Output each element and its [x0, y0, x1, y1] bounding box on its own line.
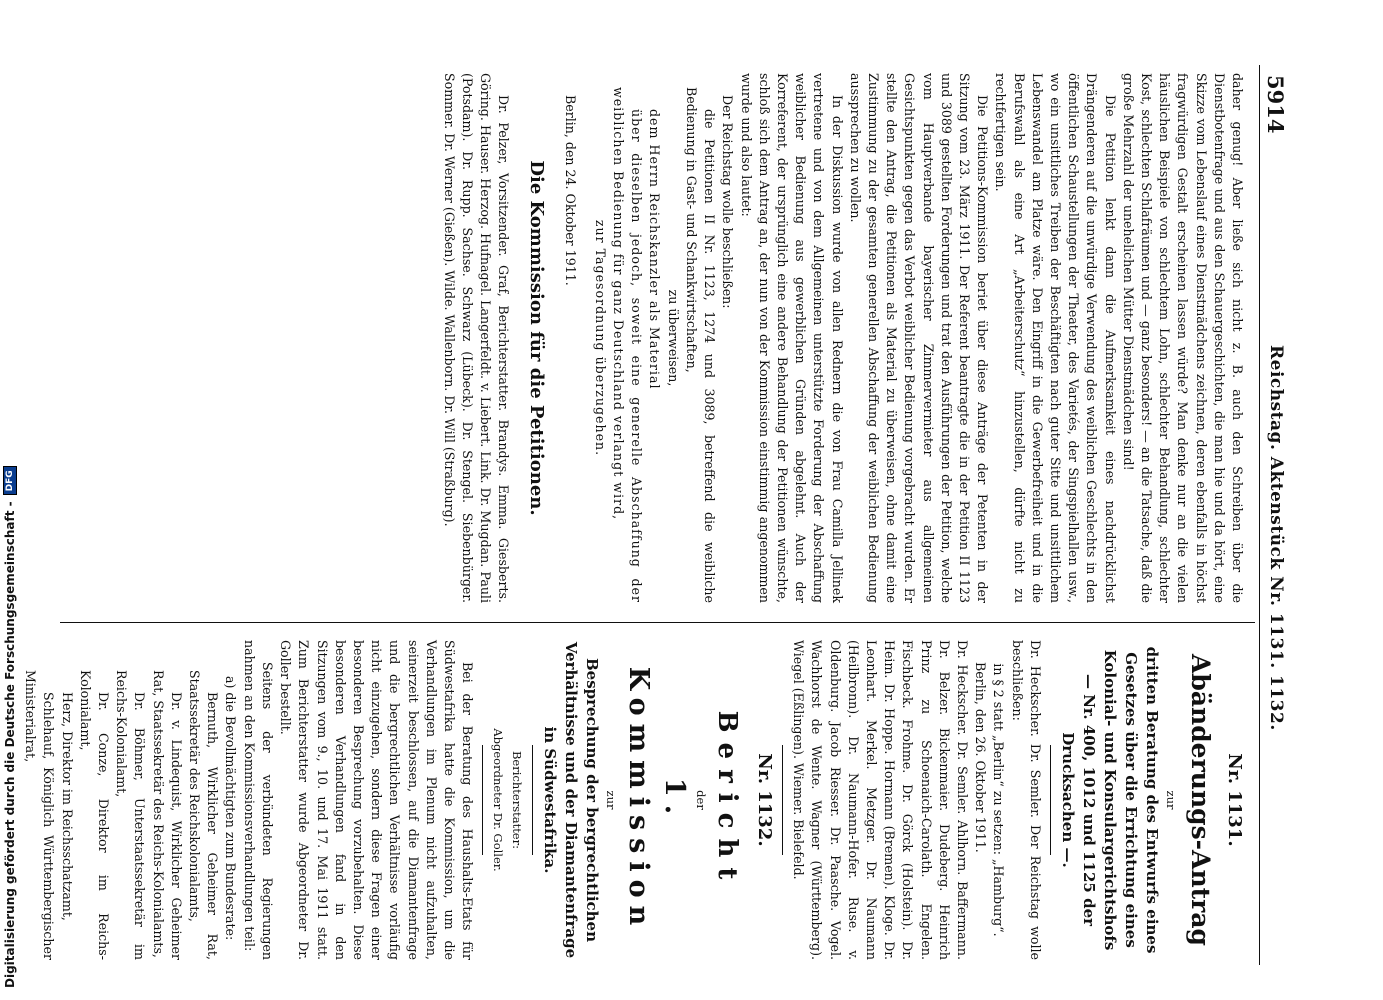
date-line: Berlin, den 26. Oktober 1911. — [973, 662, 989, 853]
connector: zur — [1164, 790, 1178, 810]
report-subject: Besprechung der bergrechtlichen Verhältnisse und der Diamantenfrage in Südwestafrika. — [540, 641, 601, 959]
page-header — [1259, 65, 1290, 965]
page-title: Reichstag. Aktenstück Nr. 1131. 1132. — [1266, 345, 1286, 731]
paragraph: In der Diskussion wurde von allen Rednern die von Frau Camilla Jellinek vertretene und von dem Allgemeinen unterstützte Forderung der Abschaffung weiblicher Bedienung aus gewerblichen Gründen abgelehnt. Auch der Korreferent, der ursprünglich eine andere Behandlung der Petitionen wünschte, schloß sich dem Antrag an, der nun von der Kommission einstimmig angenommen wurde und also lautet: — [738, 73, 845, 603]
list-item: Herz, Direktor im Reichsschatzamt, — [59, 692, 75, 921]
resolution-text: zur Tagesordnung überzugehen. — [592, 219, 608, 457]
paragraph: Bei der Beratung des Haushalts-Etats für Südwestafrika hatte die Kommission, um die Verhandlungen im Plenum nicht aufzuhalten, seinerzeit beschlossen, auf die Diamantenfrage und die bergrechtlichen Verhältnisse vorläufig nicht einzugehen, sondern diese Fragen einer besonderen Besprechung vorzubehalten. Diese besonderen Verhandlungen fand in den Sitzungen vom 9., 10. und 17. Mai 1911 statt. Zum Berichterstatter wurde Abgeordneter Dr. Goller bestellt. — [278, 640, 476, 960]
dfg-logo: DFG — [3, 466, 17, 495]
list-item: Bernuth, Wirklicher Geheimer Rat, Staatssekretär des Reichskolonialamts, — [187, 670, 221, 960]
paragraph: Die Petition lenkt dann die Aufmerksamkeit eines nachdrücklichst Drängenderen auf die unwürdige Verwendung des weiblichen Geschlechts in den öffentlichen Schaustellungen der Theater, des Varietés, der Singspielhallen usw., wo ein unsittliches Treiben der Beschäftigten nach guter Sitte und unsittlichem Lebenswandel am Platze wäre. Den Eingriff in die Gewerbefreiheit und in die Berufswahl als eine Art „Arbeiterschutz“ hinzustellen, dürfte nicht zu rechtfertigen sein. — [993, 73, 1118, 603]
date-line: Berlin, den 24. Oktober 1911. — [562, 95, 578, 286]
list-item: Dr. Böhmer, Unterstaatssekretär im Reichs-Kolonialamt, — [114, 670, 148, 960]
connector: zur — [603, 790, 618, 810]
digitization-credit — [0, 0, 20, 1000]
list-item: a) die Bevollmächtigten zum Bundesrate: — [223, 676, 239, 941]
paragraph: Seitens der verbündeten Regierungen nahmen an den Kommissionsverhandlungen teil: — [241, 640, 275, 960]
resolution-text: dem Herrn Reichskanzler als Material — [647, 109, 663, 390]
resolution-intro: Der Reichstag wolle beschließen: — [720, 95, 736, 309]
rapporteur-name: Abgeordneter Dr. Goller. — [491, 728, 506, 872]
document-subject: dritten Beratung des Entwurfs eines Gesetzes über die Errichtung eines Kolonial- und Konsulargerichtshofs — Nr. 400, 1012 und 1125 der Drucksachen —. — [1058, 646, 1161, 954]
signers-list: Dr. Heckscher. Dr. Semler. Ahlhorn. Baffermann. Dr. Belzer. Bickenmaier. Dudeberg. Heinrich Prinz zu Schoenaich-Carolath. Engelen. Fischbeck. Frohme. Dr. Görck (Holstein). Dr. Heim. Dr. Hoppe. Hormann (Bremen). Kloge. Dr. Leonhart. Merkel. Metzger. Dr. Naumann (Heilbronn). Dr. Naumann-Hofer. Ruse. v. Oldenburg. Jacob Riesser. Dr. Paasche. Vogel. Wachhorst de Wente. Wagner (Württemberg). Wiegel (Eßlingen). Wiemer. Bielefeld. — [791, 640, 970, 960]
commission-title: 1. Kommission — [622, 666, 690, 934]
list-item: Dr. Conze, Direktor im Reichs-Kolonialamt, — [77, 670, 112, 960]
document-title: Abänderungs-Antrag — [1186, 653, 1215, 947]
list-item: Dr. v. Lindequist, Wirklicher Geheimer Rat, Staatssekretär des Reichs-Kolonialamts, — [150, 670, 184, 960]
paragraph: Die Petitions-Kommission beriet über diese Anträge der Petenten in der Sitzung vom 23. März 1911. Der Referent beantragte die in der Petition II 1123 und 3089 gestellten Forderungen und trat den Ausführungen der Petition, welche vom Hauptverbande bayerischer Zimmervermieter aus allgemeinen Gesichtspunkten gegen das Verbot weiblicher Bedienung vorgebracht wurden. Er stellte den Antrag, die Petitionen als Material zu überweisen, ohne damit eine Zustimmung zu der gesamten generellen Abschaffung der weiblichen Bedienung aussprechen zu wollen. — [847, 73, 991, 603]
rotated-document-page — [23, 65, 1290, 965]
rapporteur-label: Berichterstatter: — [509, 750, 524, 849]
column-divider — [60, 622, 1255, 623]
members-list: Dr. Pelzer, Vorsitzender. Graf, Berichterstatter. Brandys. Emma. Giesberts. Göring. Hauser. Herzog. Hufnagel. Langerfeldt. v. Liebert. Link. Dr. Mugdan. Pauli (Potsdam). Dr. Rupp. Sachse. Schwarz (Lübeck). Dr. Stengel. Siebenbürger. Sommer. Dr. Werner (Gießen). Wilde. Wallenborn. Dr. Will (Straßburg). — [441, 73, 512, 603]
page-number: 5914 — [1263, 75, 1288, 134]
left-column — [440, 73, 1246, 603]
resolution-text: über dieselben jedoch, soweit eine generelle Abschaffung der weiblichen Bedienung für ganz Deutschland verlangt wird, — [611, 87, 645, 603]
document-number: Nr. 1132. — [753, 753, 775, 847]
credit-text: Digitalisierung gefördert durch die Deutsche Forschungsgemeinschaft - — [3, 501, 17, 988]
connector: der — [693, 790, 708, 810]
paragraph: daher genug! Aber ließe sich nicht z. B. auch den Schreiben über die Dienstbotenfrage und aus den Schauergeschichten, die man hie und da hört, eine Skizze vom Lebenslauf eines Dienstmädchens zeichnen, deren ebenfalls in höchst fragwürdigen Gestalt erscheinen lassen würde? Man denke nur an die vielen häuslichen Beispiele von schlechtem Lohn, schlechter Behandlung, schlechter Kost, schlechten Schlafräumen und — ganz besonders! — an die Tatsache, daß die große Mehrzahl der unehelichen Mütter Dienstmädchen sind! — [1120, 73, 1245, 603]
document-number: Nr. 1131. — [1224, 753, 1245, 847]
resolution-text: die Petitionen II Nr. 1123, 1274 und 3089, betreffend die weibliche Bedienung in Gast- und Schankwirtschaften, — [683, 87, 718, 603]
motion: Dr. Heckscher. Dr. Semler. Der Reichstag wolle beschließen: — [1009, 640, 1043, 960]
motion-detail: in § 2 statt „Berlin“ zu setzen: „Hamburg“. — [991, 663, 1007, 937]
list-item: Schlehauf, Königlich Württembergischer Ministerialrat, — [23, 670, 57, 960]
commission-heading: Die Kommission für die Petitionen. — [526, 160, 548, 516]
report-title: Bericht — [711, 710, 742, 890]
right-column — [21, 640, 1246, 960]
resolution-text: zu überweisen, — [665, 289, 681, 387]
